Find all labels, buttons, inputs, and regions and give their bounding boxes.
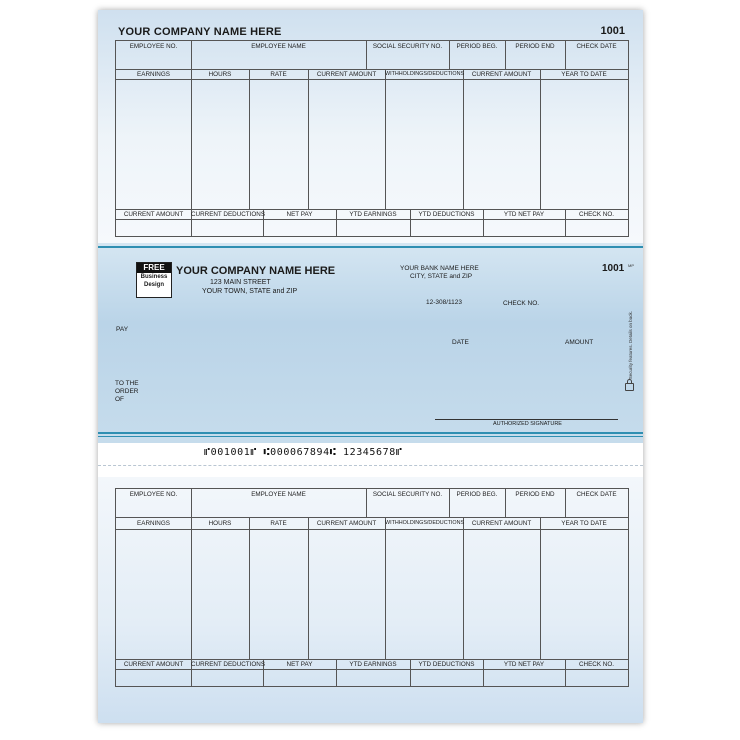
- current-amount-label: CURRENT AMOUNT: [316, 71, 377, 78]
- bottom-header-period-end: PERIOD END: [515, 491, 555, 498]
- bank-address: CITY, STATE and ZIP: [410, 273, 473, 280]
- pay-label: PAY: [116, 326, 129, 333]
- earnings-label: EARNINGS: [137, 71, 170, 78]
- payroll-check-sheet: [98, 10, 643, 723]
- header-check-date: CHECK DATE: [576, 43, 617, 50]
- bottom-current-amount-2-label: CURRENT AMOUNT: [471, 520, 532, 527]
- bottom-total-net-pay: NET PAY: [286, 661, 313, 668]
- to-the-order-of-line-2: ORDER: [115, 388, 139, 395]
- top-stub: [98, 10, 643, 243]
- total-ytd-deductions: YTD DEDUCTIONS: [418, 211, 475, 218]
- bottom-rate-label: RATE: [270, 520, 287, 527]
- bottom-stub: [98, 477, 643, 723]
- total-ytd-earnings: YTD EARNINGS: [349, 211, 397, 218]
- stub-company-name: YOUR COMPANY NAME HERE: [118, 26, 282, 38]
- bottom-header-check-date: CHECK DATE: [576, 491, 617, 498]
- check-body: [98, 243, 643, 443]
- to-the-order-of: [115, 380, 139, 404]
- check-no-label: CHECK NO.: [503, 300, 540, 307]
- perforation-bottom: [98, 465, 643, 466]
- logo-line-1: FREE: [137, 263, 171, 273]
- signature-line: [435, 419, 618, 420]
- logo-line-2: Business: [140, 274, 168, 280]
- bottom-current-amount-label: CURRENT AMOUNT: [316, 520, 377, 527]
- bank-name: YOUR BANK NAME HERE: [400, 265, 479, 272]
- bottom-header-employee-name: EMPLOYEE NAME: [251, 491, 306, 498]
- bottom-header-employee-no: EMPLOYEE NO.: [129, 491, 178, 498]
- total-ytd-net-pay: YTD NET PAY: [503, 211, 545, 218]
- bottom-earnings-label: EARNINGS: [137, 520, 170, 527]
- padlock-icon: [625, 383, 634, 391]
- authorized-signature-label: AUTHORIZED SIGNATURE: [493, 421, 562, 427]
- mp-mark: MP: [628, 263, 634, 268]
- bottom-total-current-deductions: CURRENT DEDUCTIONS: [191, 661, 266, 668]
- total-check-no: CHECK NO.: [579, 211, 614, 218]
- hours-label: HOURS: [208, 71, 232, 78]
- routing-fraction: 12-308/1123: [426, 299, 463, 306]
- total-current-deductions: CURRENT DEDUCTIONS: [191, 211, 266, 218]
- stub-check-number: 1001: [600, 25, 625, 37]
- rate-label: RATE: [270, 71, 287, 78]
- header-employee-no: EMPLOYEE NO.: [129, 43, 178, 50]
- stub-table: [115, 40, 629, 237]
- bottom-header-period-beg: PERIOD BEG.: [456, 491, 498, 498]
- check-company-name: YOUR COMPANY NAME HERE: [176, 265, 336, 277]
- bottom-hours-label: HOURS: [208, 520, 232, 527]
- header-ssn: SOCIAL SECURITY NO.: [372, 43, 443, 50]
- year-to-date-label: YEAR TO DATE: [561, 71, 607, 78]
- bottom-total-ytd-deductions: YTD DEDUCTIONS: [418, 661, 475, 668]
- to-the-order-of-line-1: TO THE: [115, 380, 139, 387]
- bottom-year-to-date-label: YEAR TO DATE: [561, 520, 607, 527]
- total-net-pay: NET PAY: [286, 211, 313, 218]
- check-address-line-1: 123 MAIN STREET: [210, 279, 271, 286]
- bottom-total-check-no: CHECK NO.: [579, 661, 614, 668]
- micr-line: ⑈001001⑈ ⑆000067894⑆ 12345678⑈: [204, 447, 403, 458]
- free-business-design-logo: [136, 262, 172, 298]
- total-current-amount: CURRENT AMOUNT: [123, 211, 184, 218]
- security-features-text: Security features. Details on back.: [628, 311, 633, 380]
- bottom-header-ssn: SOCIAL SECURITY NO.: [372, 491, 443, 498]
- bottom-total-ytd-net-pay: YTD NET PAY: [503, 661, 545, 668]
- header-period-beg: PERIOD BEG.: [456, 43, 498, 50]
- bottom-total-ytd-earnings: YTD EARNINGS: [349, 661, 397, 668]
- to-the-order-of-line-3: OF: [115, 396, 125, 403]
- header-period-end: PERIOD END: [515, 43, 555, 50]
- check-number: 1001: [602, 263, 625, 274]
- amount-label: AMOUNT: [565, 339, 594, 346]
- bottom-total-current-amount: CURRENT AMOUNT: [123, 661, 184, 668]
- bottom-withholdings-label: WITHHOLDINGS/DEDUCTIONS: [385, 520, 465, 526]
- current-amount-2-label: CURRENT AMOUNT: [471, 71, 532, 78]
- withholdings-label: WITHHOLDINGS/DEDUCTIONS: [385, 71, 465, 77]
- header-employee-name: EMPLOYEE NAME: [251, 43, 306, 50]
- date-label: DATE: [452, 339, 469, 346]
- bottom-stub-table: [115, 488, 629, 687]
- check-address-line-2: YOUR TOWN, STATE and ZIP: [202, 288, 298, 295]
- logo-line-3: Design: [143, 282, 164, 288]
